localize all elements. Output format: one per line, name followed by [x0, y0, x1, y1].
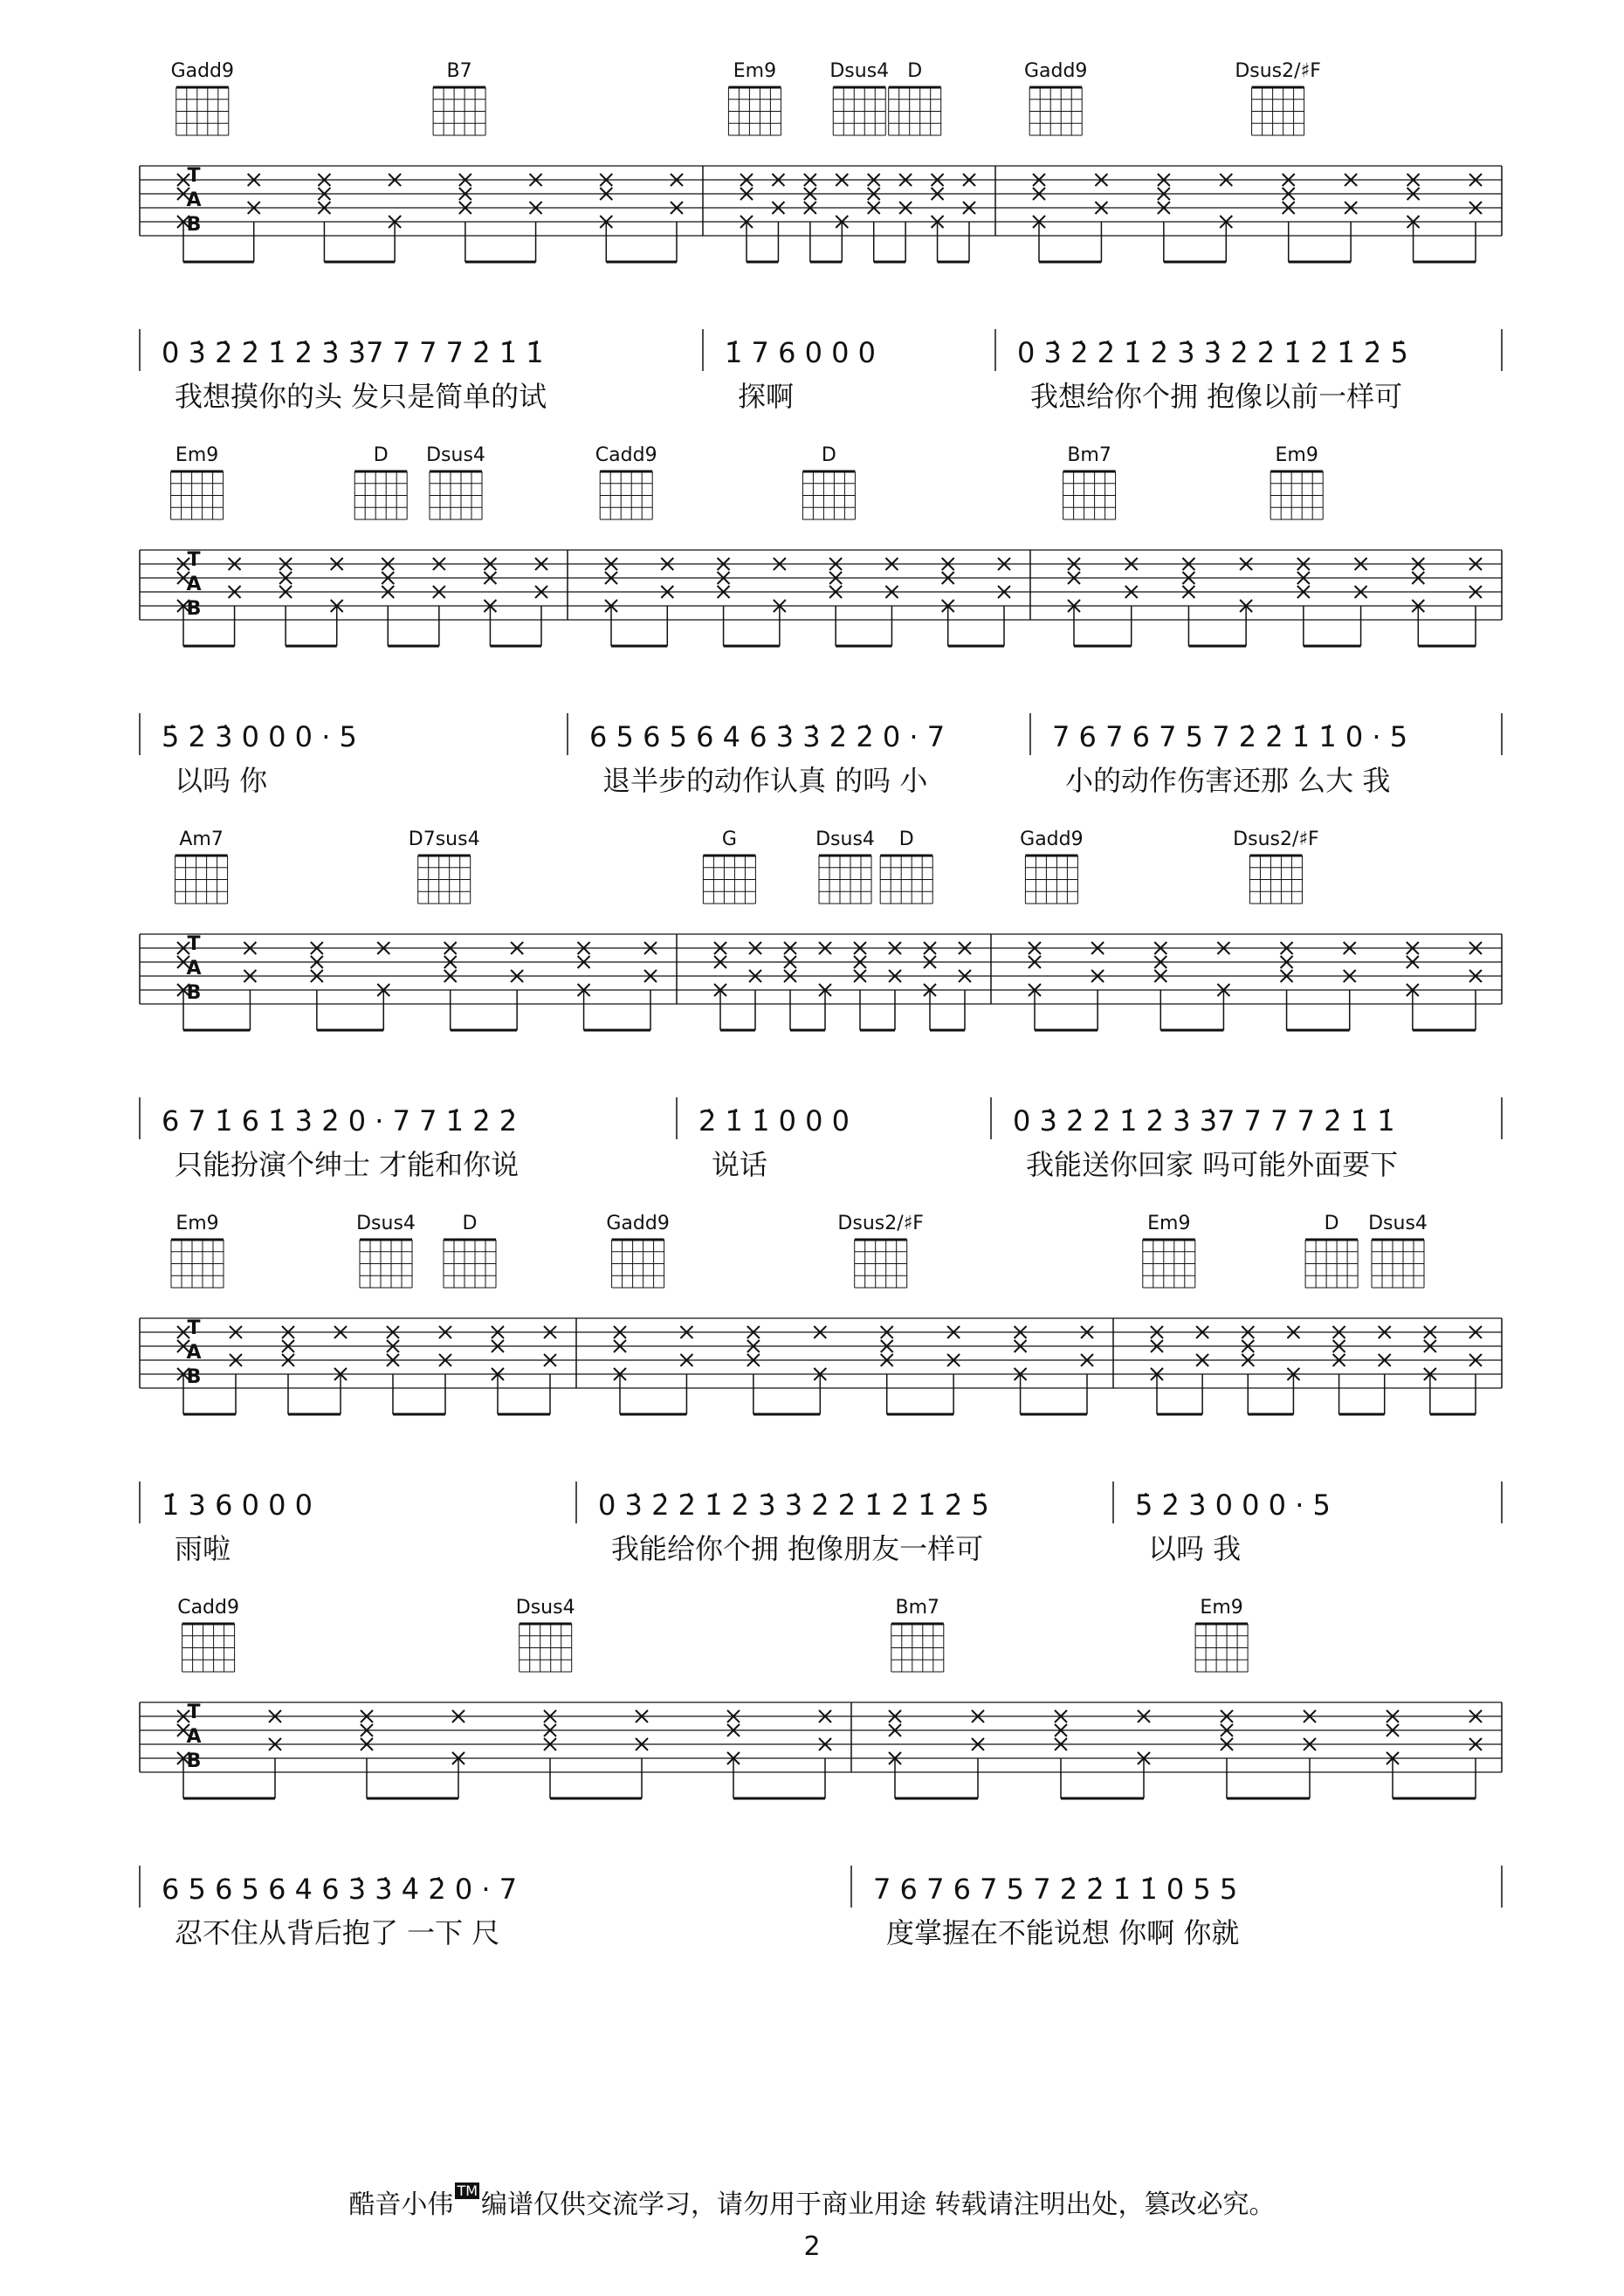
chord-name: D — [821, 444, 836, 466]
chord-name: D — [1324, 1213, 1339, 1234]
lyric-line: 度掌握在不能说想 你啊 你就 — [886, 1916, 1240, 1949]
lyric-line: 以吗 我 — [1148, 1532, 1242, 1565]
chord-name: Em9 — [733, 60, 777, 82]
tab-clef-letter: B — [186, 982, 202, 1004]
chord-name: Gadd9 — [606, 1213, 670, 1234]
chord-name: D — [373, 444, 389, 466]
lyric-line: 小的动作伤害还那 么大 我 — [1065, 764, 1391, 797]
jianpu-notes: 0 3̇ 2̇ 2̇ 1̇ 2̇ 3̇ 3̇7 7 7 7 2̇ 1̇ 1̇ — [1013, 1104, 1395, 1138]
jianpu-notes: 6 7 1̇ 6 1̇ 3̇ 2̇ 0 · 7 7 1̇ 2̇ 2̇ — [162, 1104, 518, 1138]
chord-name: Bm7 — [1067, 444, 1111, 466]
chord-name: Dsus4 — [515, 1597, 575, 1619]
lyric-line: 说话 — [712, 1148, 768, 1181]
chord-name: Em9 — [1200, 1597, 1243, 1619]
jianpu-notes: 1̇ 7 6 0 0 0 — [725, 336, 877, 369]
lyric-line: 我想摸你的头 发只是简单的试 — [175, 380, 547, 413]
tab-clef-letter: B — [186, 598, 202, 620]
lyric-line: 我能给你个拥 抱像朋友一样可 — [611, 1532, 984, 1565]
notice-text: 编谱仅供交流学习，请勿用于商业用途 转载请注明出处，篡改必究。 — [481, 2189, 1276, 2220]
chord-name: Bm7 — [895, 1597, 940, 1619]
chord-name: G — [721, 828, 737, 850]
chord-name: Em9 — [1275, 444, 1318, 466]
jianpu-notes: 6 5 6 5 6 4 6 3̇ 3̇ 4̇ 2̇ 0 · 7 — [162, 1873, 518, 1906]
chord-name: Dsus4 — [1368, 1213, 1428, 1234]
tab-clef-letter: B — [186, 1750, 202, 1772]
tab-clef-letter: A — [186, 1342, 202, 1364]
tab-clef-letter: B — [186, 1366, 202, 1388]
tab-clef-letter: T — [187, 165, 201, 187]
trademark-badge: TM — [457, 2183, 478, 2199]
chord-name: Dsus2/♯F — [1235, 60, 1321, 82]
chord-name: D7sus4 — [408, 828, 480, 850]
tab-clef-letter: A — [186, 1726, 202, 1748]
lyric-line: 我想给你个拥 抱像以前一样可 — [1030, 380, 1403, 413]
chord-name: Gadd9 — [1023, 60, 1088, 82]
lyric-line: 忍不住从背后抱了 一下 尺 — [175, 1916, 500, 1949]
chord-name: Cadd9 — [595, 444, 657, 466]
chord-name: D — [462, 1213, 478, 1234]
jianpu-notes: 7 6 7 6 7 5 7 2̇ 2̇ 1̇ 1̇ 0 5 5 — [873, 1873, 1238, 1906]
tab-clef-letter: A — [186, 189, 202, 211]
arranger-name: 酷音小伟 — [348, 2189, 454, 2220]
chord-name: Em9 — [1147, 1213, 1191, 1234]
jianpu-notes: 2̇ 1̇ 1̇ 0 0 0 — [698, 1104, 850, 1138]
tab-clef-letter: T — [187, 1701, 201, 1723]
chord-name: Dsus4 — [356, 1213, 416, 1234]
chord-name: Em9 — [175, 444, 219, 466]
page-number: 2 — [803, 2231, 821, 2262]
lyric-line: 探啊 — [738, 380, 795, 413]
chord-name: Am7 — [179, 828, 224, 850]
chord-name: Em9 — [175, 1213, 219, 1234]
chord-name: Dsus2/♯F — [1233, 828, 1319, 850]
chord-name: Dsus2/♯F — [837, 1213, 924, 1234]
jianpu-notes: 0 3̇ 2̇ 2̇ 1̇ 2̇ 3̇ 3̇ 2̇ 2̇ 1̇ 2̇ 1̇ 2̇ 5̇ — [598, 1488, 989, 1522]
tab-clef-letter: A — [186, 574, 202, 595]
tab-clef-letter: T — [187, 933, 201, 955]
tab-clef-letter: T — [187, 549, 201, 571]
tab-clef-letter: A — [186, 958, 202, 980]
jianpu-notes: 0 3̇ 2̇ 2̇ 1̇ 2̇ 3̇ 3̇7 7 7 7 2̇ 1̇ 1̇ — [162, 336, 544, 369]
chord-name: B7 — [446, 60, 472, 82]
jianpu-notes: 5̇ 2̇ 3̇ 0 0 0 · 5 — [1135, 1488, 1331, 1522]
lyric-line: 只能扮演个绅士 才能和你说 — [175, 1148, 520, 1181]
lyric-line: 我能送你回家 吗可能外面要下 — [1026, 1148, 1399, 1181]
jianpu-notes: 1̇ 3 6 0 0 0 — [162, 1488, 313, 1522]
tab-clef-letter: B — [186, 214, 202, 236]
lyric-line: 以吗 你 — [175, 764, 268, 797]
chord-name: Gadd9 — [170, 60, 235, 82]
jianpu-notes: 6 5 6 5 6 4 6 3̇ 3̇ 2̇ 2̇ 0 · 7 — [589, 720, 946, 753]
chord-name: D — [907, 60, 923, 82]
jianpu-notes: 0 3̇ 2̇ 2̇ 1̇ 2̇ 3̇ 3̇ 2̇ 2̇ 1̇ 2̇ 1̇ 2̇ 5̇ — [1017, 336, 1408, 369]
chord-name: Gadd9 — [1020, 828, 1084, 850]
chord-name: Cadd9 — [177, 1597, 239, 1619]
jianpu-notes: 7 6 7 6 7 5 7 2̇ 2̇ 1̇ 1̇ 0 · 5 — [1052, 720, 1408, 753]
chord-name: Dsus4 — [815, 828, 875, 850]
copyright-notice — [0, 2183, 1624, 2221]
chord-name: Dsus4 — [829, 60, 890, 82]
jianpu-notes: 5̇ 2̇ 3̇ 0 0 0 · 5 — [162, 720, 357, 753]
chord-name: Dsus4 — [426, 444, 485, 466]
chord-name: D — [898, 828, 914, 850]
lyric-line: 雨啦 — [175, 1532, 231, 1565]
tab-clef-letter: T — [187, 1317, 201, 1339]
lyric-line: 退半步的动作认真 的吗 小 — [602, 764, 928, 797]
